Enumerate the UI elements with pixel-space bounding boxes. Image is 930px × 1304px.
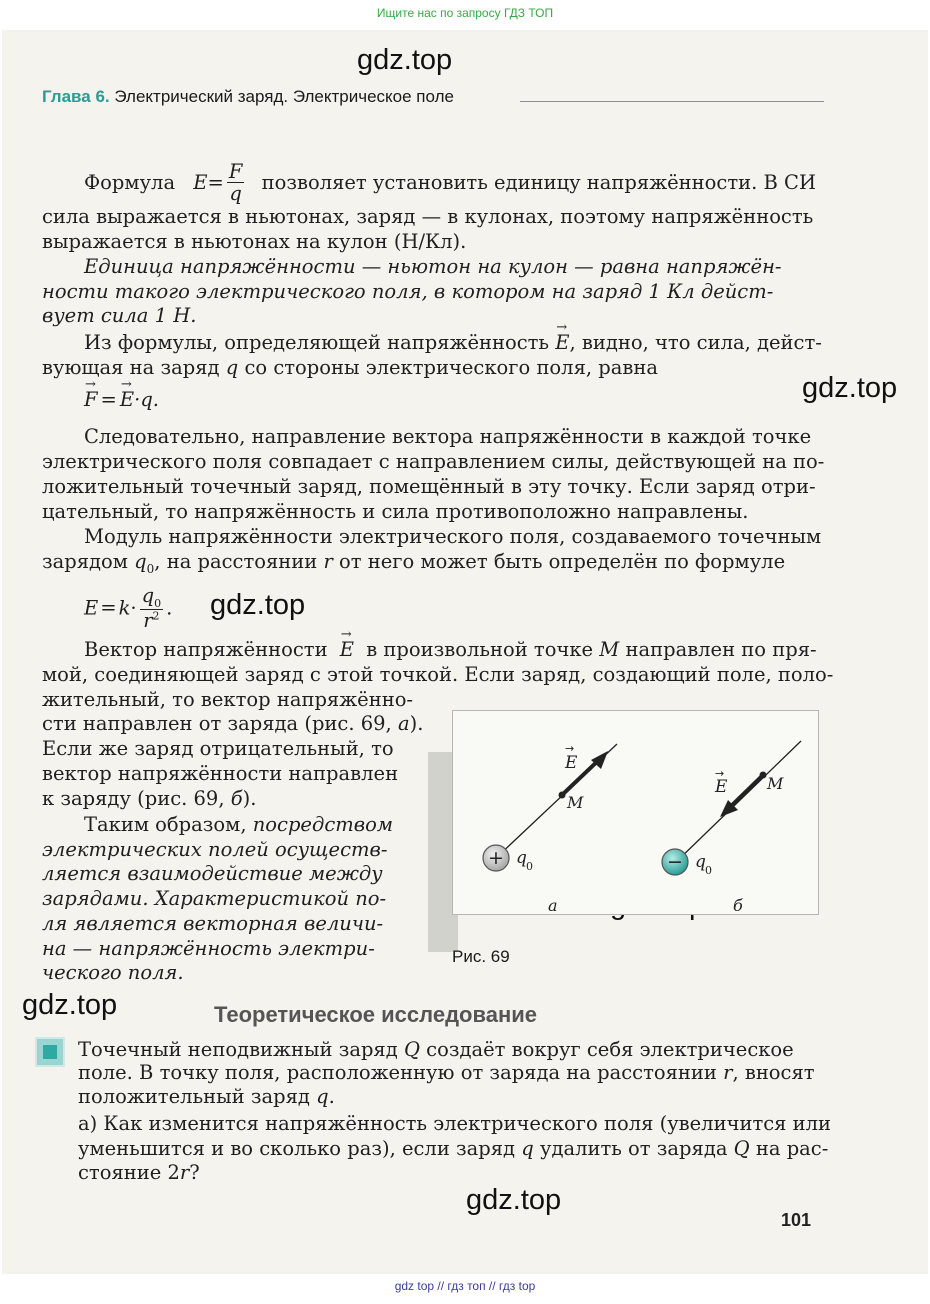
text-line: мой, соединяющей заряд с этой точкой. Если заряд, создающий поле, поло- bbox=[42, 663, 834, 686]
fraction: $\frac{F}{q}$ bbox=[228, 160, 243, 206]
text-line: цательный, то напряжённость и сила противоположно направлены. bbox=[42, 500, 749, 523]
part-label-a: а bbox=[548, 896, 558, 914]
watermark: gdz.top bbox=[22, 989, 118, 1021]
text-line: Из формулы, определяющей напряжённость → E, видно, что сила, дейст- bbox=[84, 333, 822, 353]
conclusion-line: ля является векторная величи- bbox=[42, 912, 384, 935]
text-line: сила выражается в ньютонах, заряд — в кулонах, поэтому напряжённость bbox=[42, 205, 814, 228]
conclusion-line: зарядами. Характеристикой по- bbox=[42, 887, 387, 910]
charge-sub-a: 0 bbox=[526, 860, 533, 873]
section-title: Теоретическое исследование bbox=[214, 1002, 537, 1027]
text-line: к заряду (рис. 69, б). bbox=[42, 787, 257, 810]
task-line: поле. В точку поля, расположенную от заряда на расстоянии r, вносят bbox=[78, 1061, 815, 1084]
formula-force: → F =→ E·q. bbox=[84, 390, 159, 410]
minus-sign: − bbox=[667, 851, 683, 873]
task-marker-icon bbox=[35, 1037, 65, 1067]
watermark: gdz.top bbox=[802, 372, 898, 404]
vector-arrow-icon: → bbox=[565, 742, 575, 755]
text-line: Модуль напряжённости электрического поля, создаваемого точечным bbox=[84, 525, 822, 548]
point-label-b: M bbox=[767, 774, 784, 793]
watermark: gdz.top bbox=[466, 1184, 562, 1216]
chapter-heading bbox=[42, 87, 454, 107]
task-line: стояние 2r? bbox=[78, 1161, 200, 1184]
text-line: вующая на заряд q со стороны электрического поля, равна bbox=[42, 356, 658, 379]
text-line: выражается в ньютонах на кулон (Н/Кл). bbox=[42, 230, 467, 253]
text-line: Формула E= $\frac{F}{q}$ позволяет установить единицу напряжённости. В СИ bbox=[84, 160, 816, 206]
task-line: уменьшится и во сколько раз), если заряд q удалить от заряда Q на рас- bbox=[78, 1137, 829, 1160]
point-m-a bbox=[559, 792, 566, 799]
text-line: зарядом $q_0$, на расстоянии r от него может быть определён по формуле bbox=[42, 550, 786, 576]
text-line: электрического поля совпадает с направлением силы, действующей на по- bbox=[42, 450, 825, 473]
text-line: Следовательно, направление вектора напряжённости в каждой точке bbox=[84, 425, 812, 448]
page-number: 101 bbox=[781, 1210, 812, 1230]
conclusion-line: ляется взаимодействие между bbox=[42, 862, 383, 885]
formula-coulomb: E = k· $\frac{q_0}{r^2}$ . bbox=[84, 584, 173, 633]
conclusion-line: электрических полей осуществ- bbox=[42, 838, 388, 861]
fraction: $\frac{q_0}{r^2}$ bbox=[141, 584, 162, 633]
top-banner[interactable]: Ищите нас по запросу ГДЗ ТОП bbox=[376, 6, 554, 20]
field-vector-diagram bbox=[453, 711, 818, 914]
chapter-rule bbox=[520, 101, 824, 102]
definition-line: Единица напряжённости — ньютон на кулон — равна напряжён- bbox=[84, 255, 782, 278]
charge-label-a: q bbox=[516, 848, 527, 868]
conclusion-line: ческого поля. bbox=[42, 961, 184, 984]
figure-69 bbox=[452, 710, 819, 915]
text-line: вектор напряжённости направлен bbox=[42, 762, 399, 785]
point-m-b bbox=[760, 772, 767, 779]
definition-line: вует сила 1 Н. bbox=[42, 304, 197, 327]
text-line: Таким образом, посредством bbox=[84, 813, 393, 836]
figure-caption: Рис. 69 bbox=[452, 947, 510, 966]
watermark: gdz.top bbox=[210, 589, 306, 621]
text-line: сти направлен от заряда (рис. 69, а). bbox=[42, 712, 424, 735]
vector-label-b: E bbox=[715, 777, 728, 797]
task-line: положительный заряд q. bbox=[78, 1085, 335, 1108]
definition-line: ности такого электрического поля, в котором на заряд 1 Кл дейст- bbox=[42, 280, 774, 303]
charge-label-b: q bbox=[695, 852, 706, 872]
vector-arrow-icon: → bbox=[715, 767, 725, 780]
charge-sub-b: 0 bbox=[705, 864, 712, 877]
task-line: а) Как изменится напряжённость электрического поля (увеличится или bbox=[78, 1112, 832, 1135]
vector-label-a: E bbox=[565, 753, 578, 773]
bottom-banner[interactable]: gdz top // гдз топ // гдз top bbox=[394, 1279, 536, 1293]
text-line: Если же заряд отрицательный, то bbox=[42, 737, 394, 760]
chapter-number: Глава 6. bbox=[42, 87, 110, 106]
plus-sign: + bbox=[488, 847, 504, 869]
point-label-a: M bbox=[567, 793, 584, 812]
text-line: Вектор напряжённости → E в произвольной точке M направлен по пря- bbox=[84, 640, 817, 660]
conclusion-line: на — напряжённость электри- bbox=[42, 937, 375, 960]
chapter-title: Электрический заряд. Электрическое поле bbox=[114, 87, 454, 106]
watermark: gdz.top bbox=[357, 44, 453, 76]
part-label-b: б bbox=[733, 896, 743, 914]
text-line: жительный, то вектор напряжённо- bbox=[42, 688, 414, 711]
task-line: Точечный неподвижный заряд Q создаёт вокруг себя электрическое bbox=[78, 1038, 794, 1061]
text-line: ложительный точечный заряд, помещённый в эту точку. Если заряд отри- bbox=[42, 475, 816, 498]
